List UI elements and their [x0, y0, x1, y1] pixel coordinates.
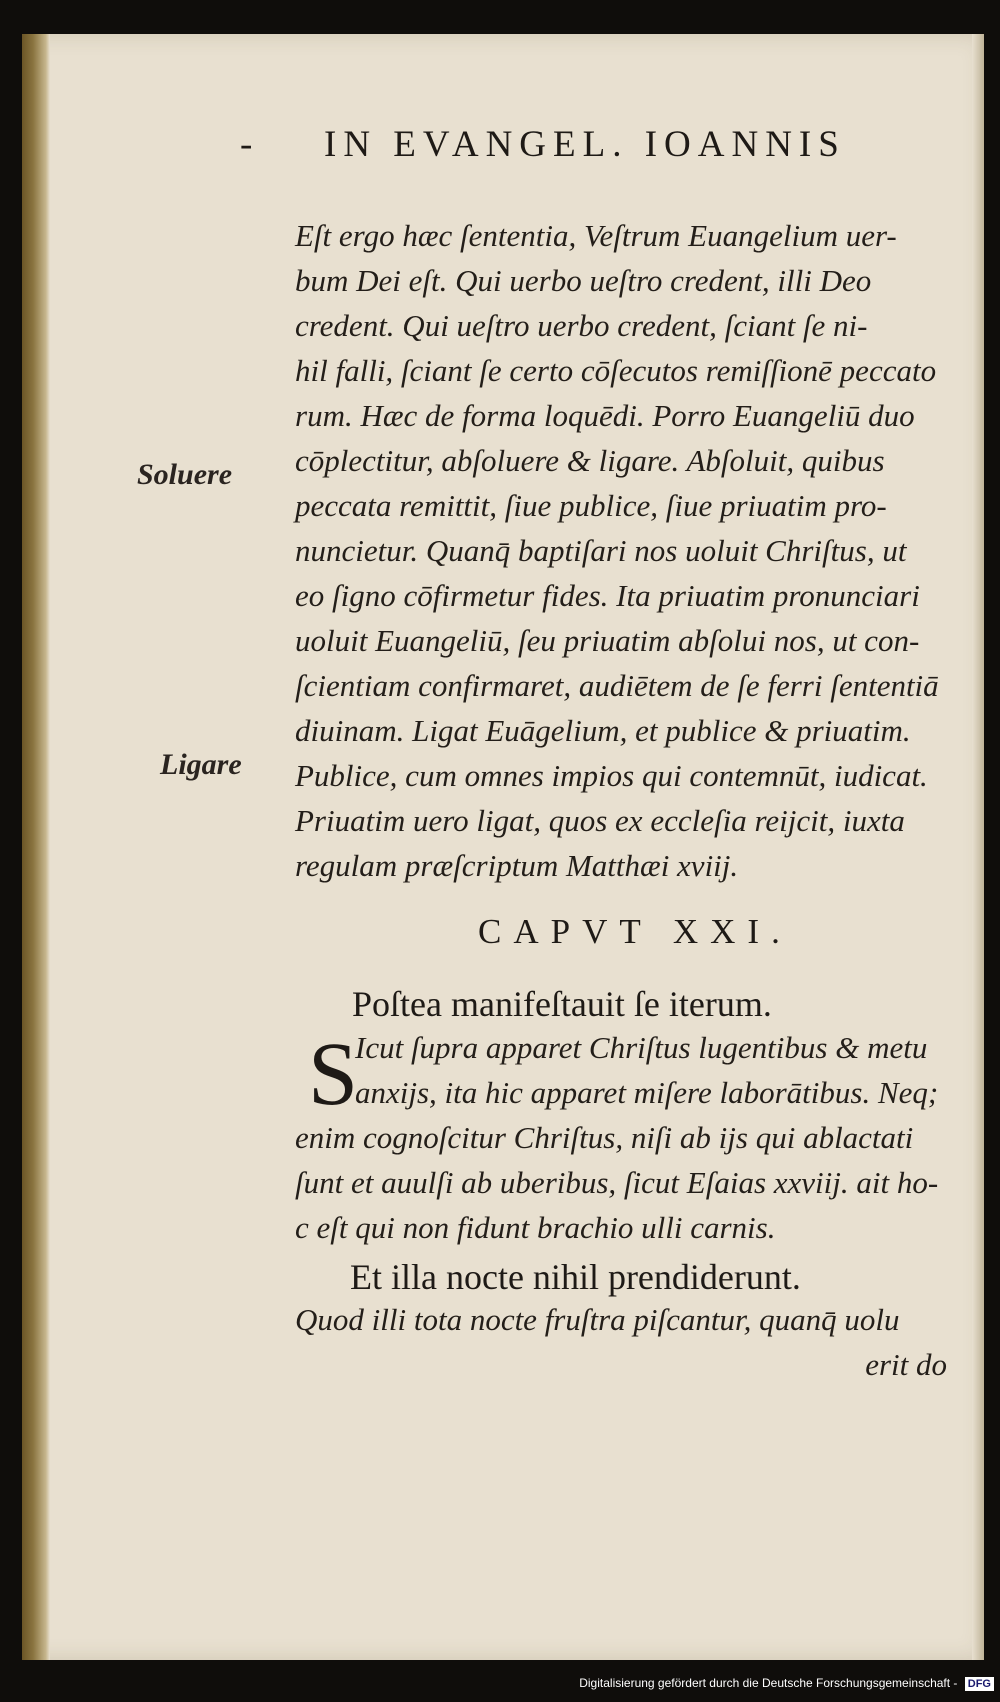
text-line: nuncietur. Quanq̄ baptiſari nos uoluit Chriſtus, ut: [295, 533, 907, 568]
text-line: cōplectitur, abſoluere & ligare. Abſoluit, quibus: [295, 443, 885, 478]
text-line: hil falli, ſciant ſe certo cōſecutos remiſſionē peccato: [295, 353, 937, 388]
margin-note-soluere: Soluere: [137, 458, 233, 491]
text-line: Eſt ergo hæc ſententia, Veſtrum Euangelium uer-: [295, 218, 897, 253]
book-spine: [22, 34, 50, 1660]
text-line: Publice, cum omnes impios qui contemnūt, iudicat.: [295, 758, 928, 793]
commentary-text-block: [295, 1025, 965, 1250]
text-line: enim cognoſcitur Chriſtus, niſi ab ijs qui ablactati: [295, 1120, 914, 1155]
header-dash: -: [240, 124, 260, 165]
footer-text: Digitalisierung gefördert durch die Deutsche Forschungsgemeinschaft -: [579, 1676, 958, 1690]
catchword: erit do: [865, 1347, 947, 1382]
commentary-text-block: [295, 213, 965, 888]
text-line: rum. Hæc de forma loquēdi. Porro Euangeliū duo: [295, 398, 915, 433]
margin-note-ligare: Ligare: [160, 748, 242, 781]
text-line: diuinam. Ligat Euāgelium, et publice & priuatim.: [295, 713, 911, 748]
text-line: ſcientiam confirmaret, audiētem de ſe ferri ſententiā: [295, 668, 939, 703]
text-line: ſunt et auulſi ab uberibus, ſicut Eſaias xxviij. ait ho-: [295, 1165, 939, 1200]
text-line: Priuatim uero ligat, quos ex eccleſia reijcit, iuxta: [295, 803, 905, 838]
chapter-heading: CAPVT XXI.: [478, 912, 792, 951]
text-line: Icut ſupra apparet Chriſtus lugentibus & metu: [355, 1030, 928, 1065]
verse-heading: Et illa nocte nihil prendiderunt.: [350, 1257, 801, 1297]
commentary-text-block: [295, 1297, 965, 1387]
running-header: [240, 123, 920, 183]
header-title: IN EVANGEL. IOANNIS: [324, 124, 846, 165]
dfg-logo: DFG: [965, 1677, 994, 1691]
text-line: regulam præſcriptum Matthæi xviij.: [295, 848, 739, 883]
page-edge: [972, 34, 984, 1660]
digitization-footer: [579, 1676, 994, 1691]
text-line: bum Dei eſt. Qui uerbo ueſtro credent, illi Deo: [295, 263, 872, 298]
text-line: c eſt qui non fidunt brachio ulli carnis.: [295, 1210, 776, 1245]
text-line: uoluit Euangeliū, ſeu priuatim abſolui nos, ut con-: [295, 623, 920, 658]
verse-heading: Poſtea manifeſtauit ſe iterum.: [352, 984, 772, 1024]
text-line: peccata remittit, ſiue publice, ſiue priuatim pro-: [295, 488, 887, 523]
text-line: eo ſigno cōfirmetur fides. Ita priuatim pronunciari: [295, 578, 920, 613]
text-line: anxijs, ita hic apparet miſere laborātibus. Neq;: [355, 1075, 939, 1110]
drop-capital: S: [308, 1025, 359, 1124]
text-line: Quod illi tota nocte fruſtra piſcantur, quanq̄ uolu: [295, 1302, 900, 1337]
text-line: credent. Qui ueſtro uerbo credent, ſciant ſe ni-: [295, 308, 868, 343]
